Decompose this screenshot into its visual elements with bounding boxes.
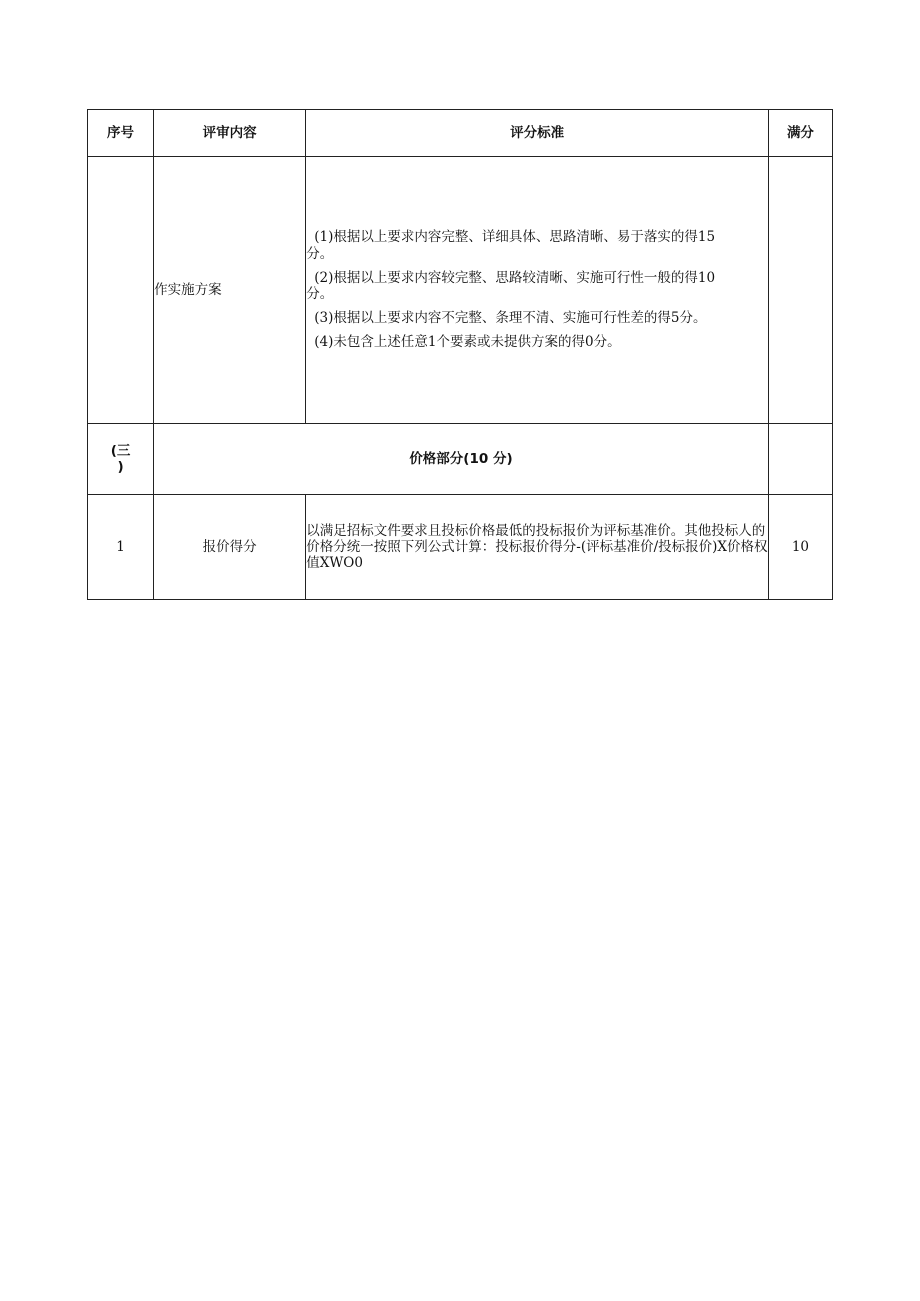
plan-no xyxy=(88,157,154,424)
price-no: 1 xyxy=(88,495,154,600)
header-criteria: 评分标准 xyxy=(306,110,769,157)
header-content: 评审内容 xyxy=(154,110,306,157)
criteria-item-4: (4)未包含上述任意1个要素或未提供方案的得0分。 xyxy=(314,334,621,351)
price-content: 报价得分 xyxy=(154,495,306,600)
criteria-item-2-line1: (2)根据以上要求内容较完整、思路较清晰、实施可行性一般的得10 xyxy=(314,269,716,286)
section-no xyxy=(88,424,154,495)
section-no-line1: (三 xyxy=(110,442,131,459)
price-max: 10 xyxy=(768,495,832,600)
criteria-item-3: (3)根据以上要求内容不完整、条理不清、实施可行性差的得5分。 xyxy=(314,310,707,327)
criteria-item-1-line2: 分。 xyxy=(306,245,334,262)
plan-criteria xyxy=(306,157,769,424)
plan-content: 作实施方案 xyxy=(154,157,306,424)
plan-max xyxy=(768,157,832,424)
section-title: 价格部分(10 分) xyxy=(154,424,769,495)
criteria-item-1-line1: (1)根据以上要求内容完整、详细具体、思路清晰、易于落实的得15 xyxy=(314,229,716,246)
table-header-row xyxy=(88,110,833,157)
section-max xyxy=(768,424,832,495)
criteria-item-2 xyxy=(306,270,768,302)
table-row-section xyxy=(88,424,833,495)
header-max: 满分 xyxy=(768,110,832,157)
criteria-item-2-line2: 分。 xyxy=(306,286,334,302)
criteria-item-1 xyxy=(306,229,768,261)
table-row-price xyxy=(88,495,833,600)
section-no-line2: ) xyxy=(117,459,124,475)
header-no: 序号 xyxy=(88,110,154,157)
scoring-table xyxy=(87,109,833,600)
table-row-plan xyxy=(88,157,833,424)
price-criteria: 以满足招标文件要求且投标价格最低的投标报价为评标基准价。其他投标人的价格分统一按照下列公式计算：投标报价得分-(评标基准价/投标报价)X价格权值XWO0 xyxy=(306,495,769,600)
